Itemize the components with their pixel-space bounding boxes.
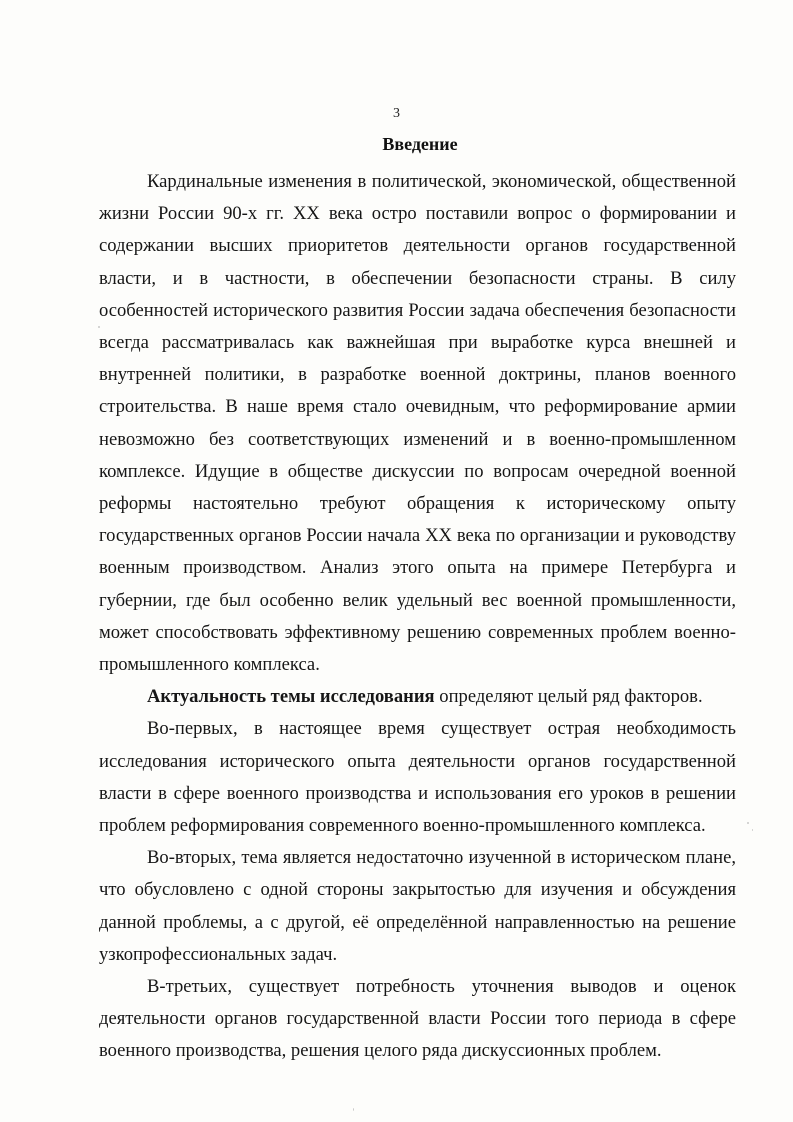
paragraph-third: В-третьих, существует потребность уточнения выводов и оценок деятельности органов государственной власти России того периода в сфере военного производства, решения целого ряда дискуссионных проблем.: [99, 976, 736, 1062]
relevance-heading: Актуальность темы исследования: [147, 686, 435, 708]
paragraph-relevance: [99, 681, 736, 713]
scan-speck: [98, 326, 100, 328]
paragraph-intro: Кардинальные изменения в политической, экономической, общественной жизни России 90-х гг. XX века остро поставили вопрос о формировании и содержании высших приоритетов деятельности органов государственной власти, и в частности, в обеспечении безопасности страны. В силу особенностей исторического развития России задача обеспечения безопасности всегда рассматривалась как важнейшая при выработке курса внешней и внутренней политики, в разработке военной доктрины, планов военного строительства. В наше время стало очевидным, что реформирование армии невозможно без соответствующих изменений и в военно-промышленном комплексе. Идущие в обществе дискуссии по вопросам очередной военной реформы настоятельно требуют обращения к историческому опыту государственных органов России начала XX века по организации и руководству военным производством. Анализ этого опыта на примере Петербурга и губернии, где был особенно велик удельный вес военной промышленности, может способствовать эффективному решению современных проблем военно-промышленного комплекса.: [99, 171, 736, 676]
relevance-text: определяют целый ряд факторов.: [434, 686, 703, 708]
page-number: 3: [393, 106, 400, 121]
scan-speck: [752, 829, 753, 831]
body-text: [99, 166, 736, 1068]
paragraph-second: Во-вторых, тема является недостаточно изученной в историческом плане, что обусловлено с одной стороны закрытостью для изучения и обсуждения данной проблемы, а с другой, её определённой направленностью на решение узкопрофессиональных задач.: [99, 847, 736, 965]
paragraph-first: Во-первых, в настоящее время существует острая необходимость исследования исторического опыта деятельности органов государственной власти в сфере военного производства и использования его уроков в решении проблем реформирования современного военно-промышленного комплекса.: [99, 718, 736, 837]
section-title: Введение: [382, 134, 458, 154]
scan-speck: [747, 822, 749, 824]
scan-speck: [353, 1108, 354, 1111]
